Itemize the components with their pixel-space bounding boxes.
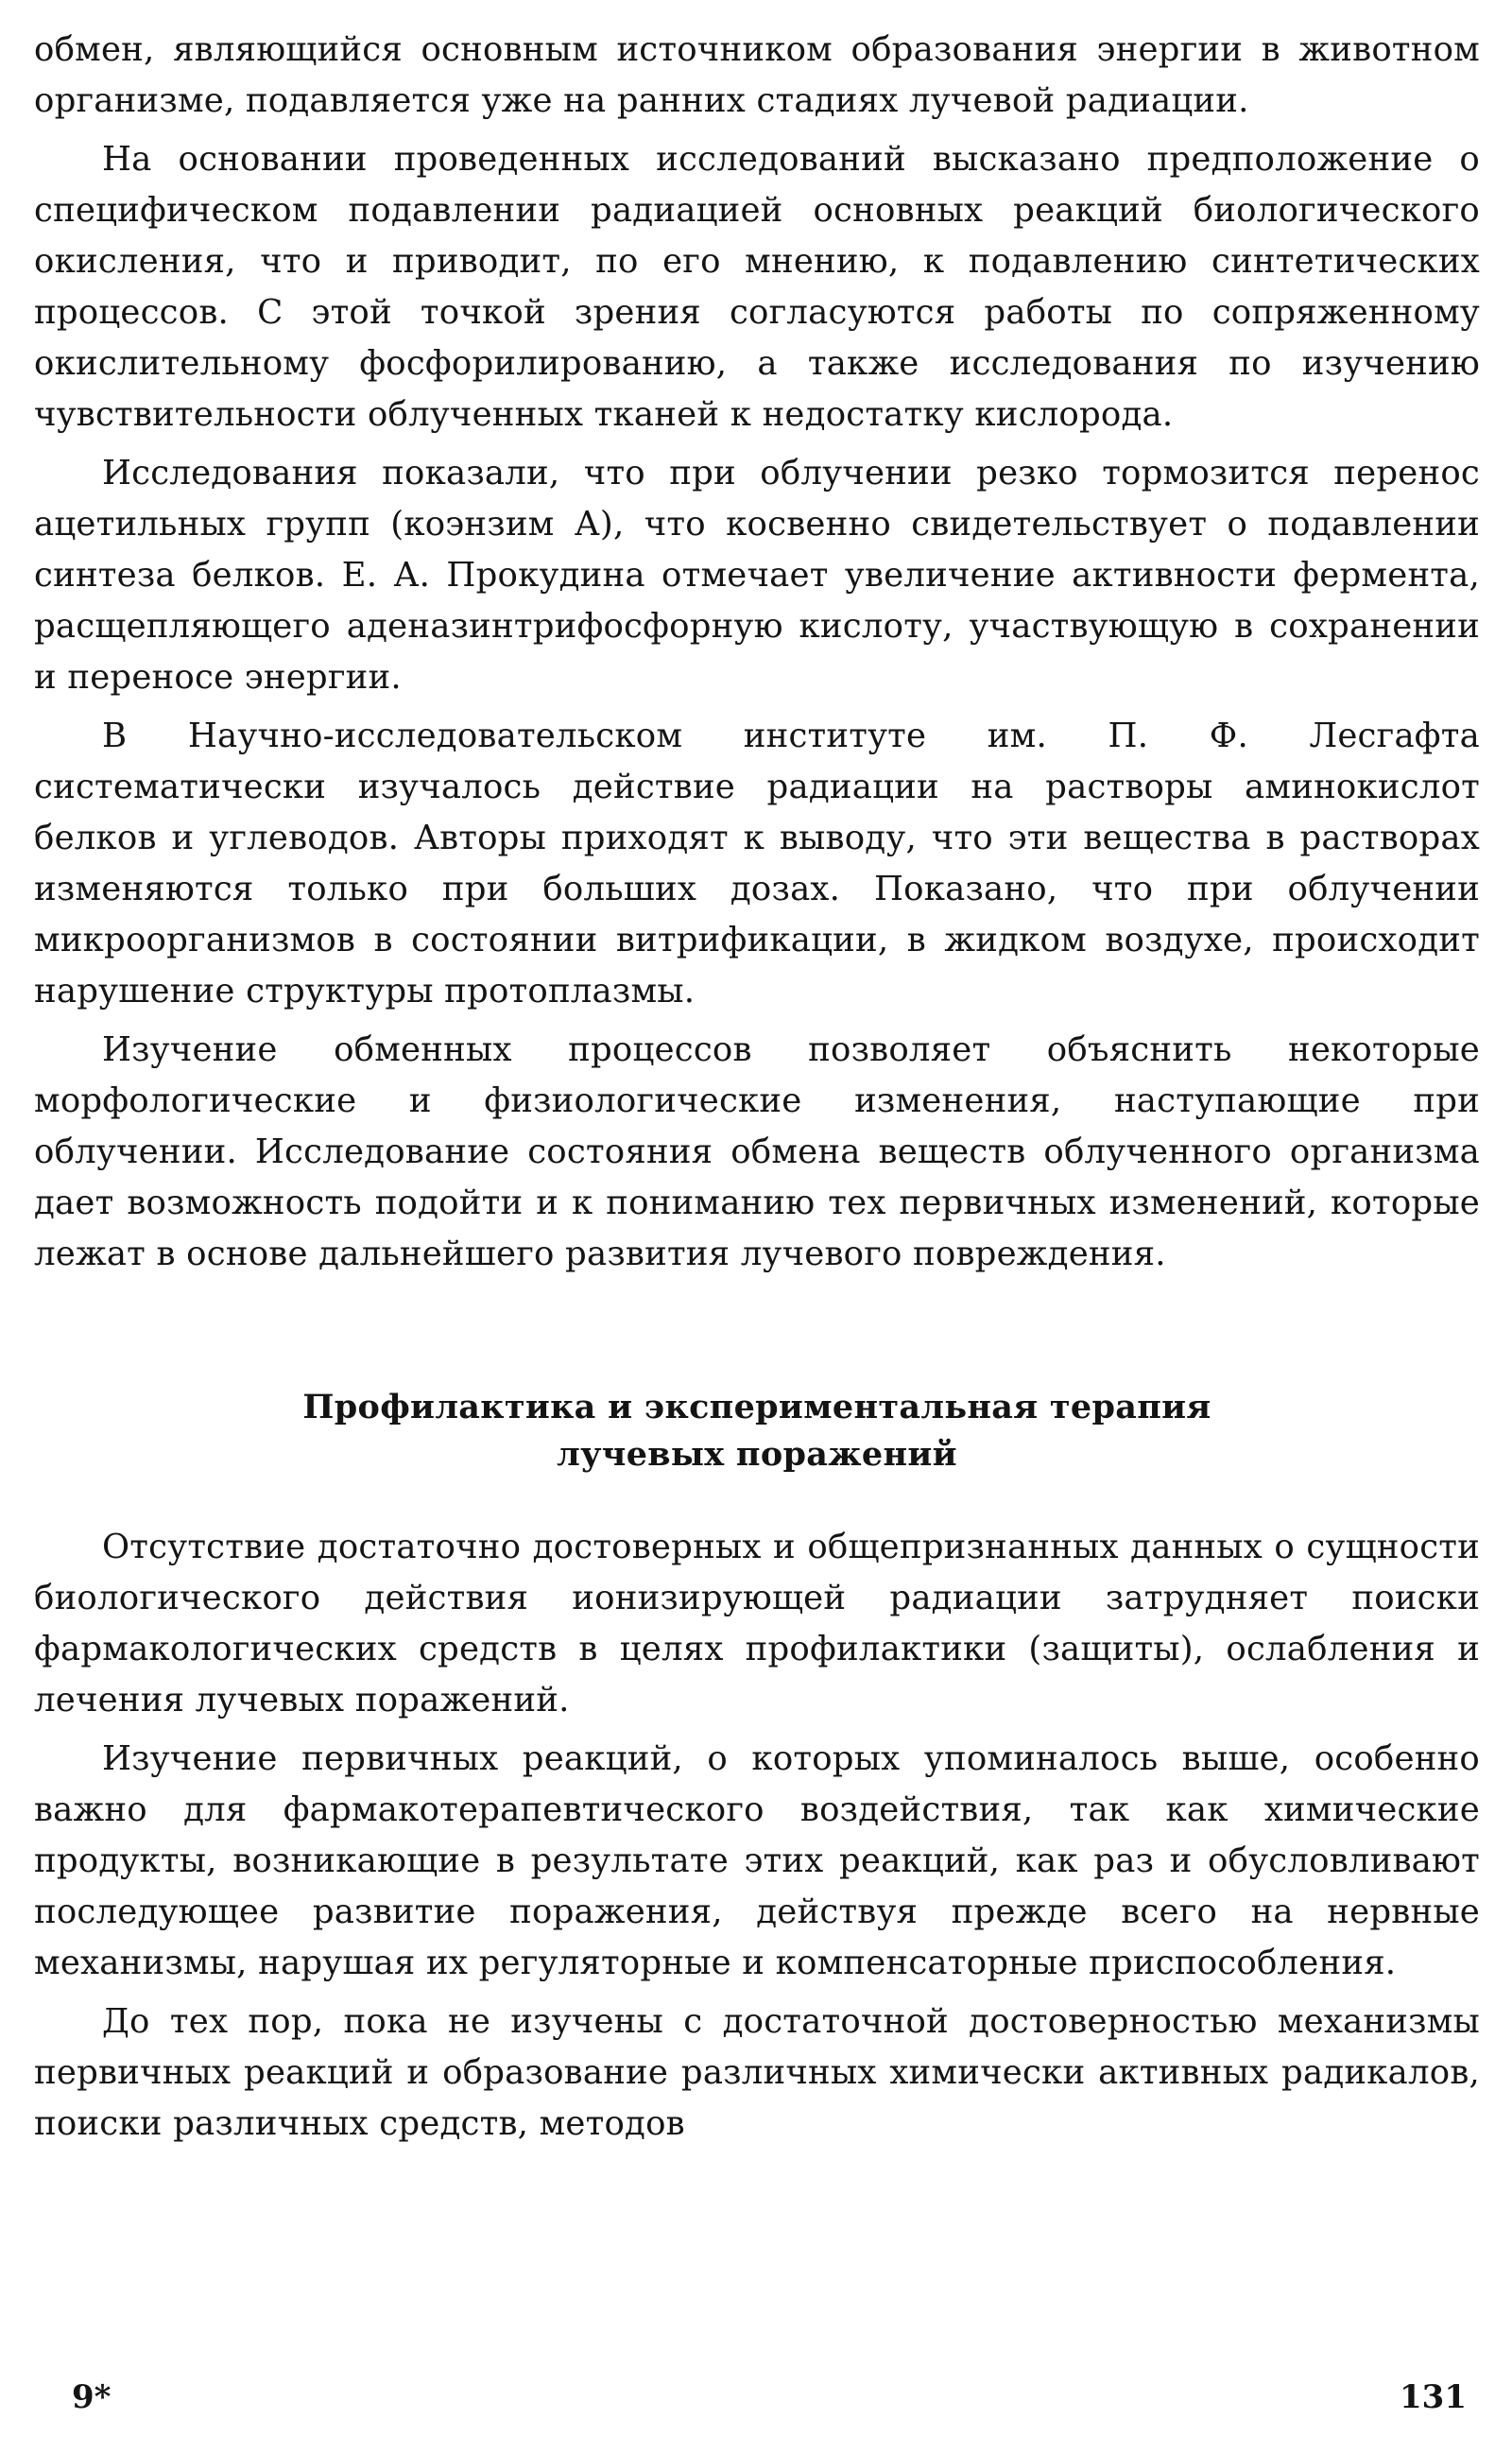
body-text-after-heading: [34, 1522, 1480, 2150]
section-heading: [34, 1384, 1480, 1478]
paragraph-1: обмен, являющийся основным источником образования энергии в животном организме, подавляется уже на ранних стадиях лучевой радиации.: [34, 30, 1480, 120]
paragraph-4: В Научно-исследовательском институте им. П. Ф. Лесгафта систематически изучалось действие радиации на растворы аминокислот белков и углеводов. Авторы приходят к выводу, что эти вещества в растворах изменяются только при больших дозах. Показано, что при облучении микроорганизмов в состоянии витрификации, в жидком воздухе, происходит нарушение структуры протоплазмы.: [34, 717, 1480, 1011]
section-heading-line-1: Профилактика и экспериментальная терапия: [302, 1388, 1211, 1426]
book-page: [34, 25, 1480, 2426]
page-footer: [34, 2378, 1480, 2426]
signature-mark: 9*: [72, 2378, 112, 2416]
paragraph-3: Исследования показали, что при облучении резко тормозится перенос ацетильных групп (коэнзим А), что косвенно свидетельствует о подавлении синтеза белков. Е. А. Прокудина отмечает увеличение активности фермента, расщепляющего аденазинтрифосфорную кислоту, участвующую в сохранении и переносе энергии.: [34, 454, 1480, 697]
paragraph-6: Отсутствие достаточно достоверных и общепризнанных данных о сущности биологического действия ионизирующей радиации затрудняет поиски фармакологических средств в целях профилактики (защиты), ослабления и лечения лучевых поражений.: [34, 1528, 1480, 1720]
paragraph-8: До тех пор, пока не изучены с достаточной достоверностью механизмы первичных реакций и образование различных химически активных радикалов, поиски различных средств, методов: [34, 2002, 1480, 2143]
page-number: 131: [1400, 2378, 1467, 2416]
section-heading-line-2: лучевых поражений: [557, 1435, 957, 1474]
body-text-before-heading: [34, 25, 1480, 1280]
paragraph-7: Изучение первичных реакций, о которых упоминалось выше, особенно важно для фармакотерапевтического воздействия, так как химические продукты, возникающие в результате этих реакций, как раз и обусловливают последующее развитие поражения, действуя прежде всего на нервные механизмы, нарушая их регуляторные и компенсаторные приспособления.: [34, 1739, 1480, 1982]
paragraph-5: Изучение обменных процессов позволяет объяснить некоторые морфологические и физиологические изменения, наступающие при облучении. Исследование состояния обмена веществ облученного организма дает возможность подойти и к пониманию тех первичных изменений, которые лежат в основе дальнейшего развития лучевого повреждения.: [34, 1030, 1480, 1273]
paragraph-2: На основании проведенных исследований высказано предположение о специфическом подавлении радиацией основных реакций биологического окисления, что и приводит, по его мнению, к подавлению синтетических процессов. С этой точкой зрения согласуются работы по сопряженному окислительному фосфорилированию, а также исследования по изучению чувствительности облученных тканей к недостатку кислорода.: [34, 140, 1480, 434]
